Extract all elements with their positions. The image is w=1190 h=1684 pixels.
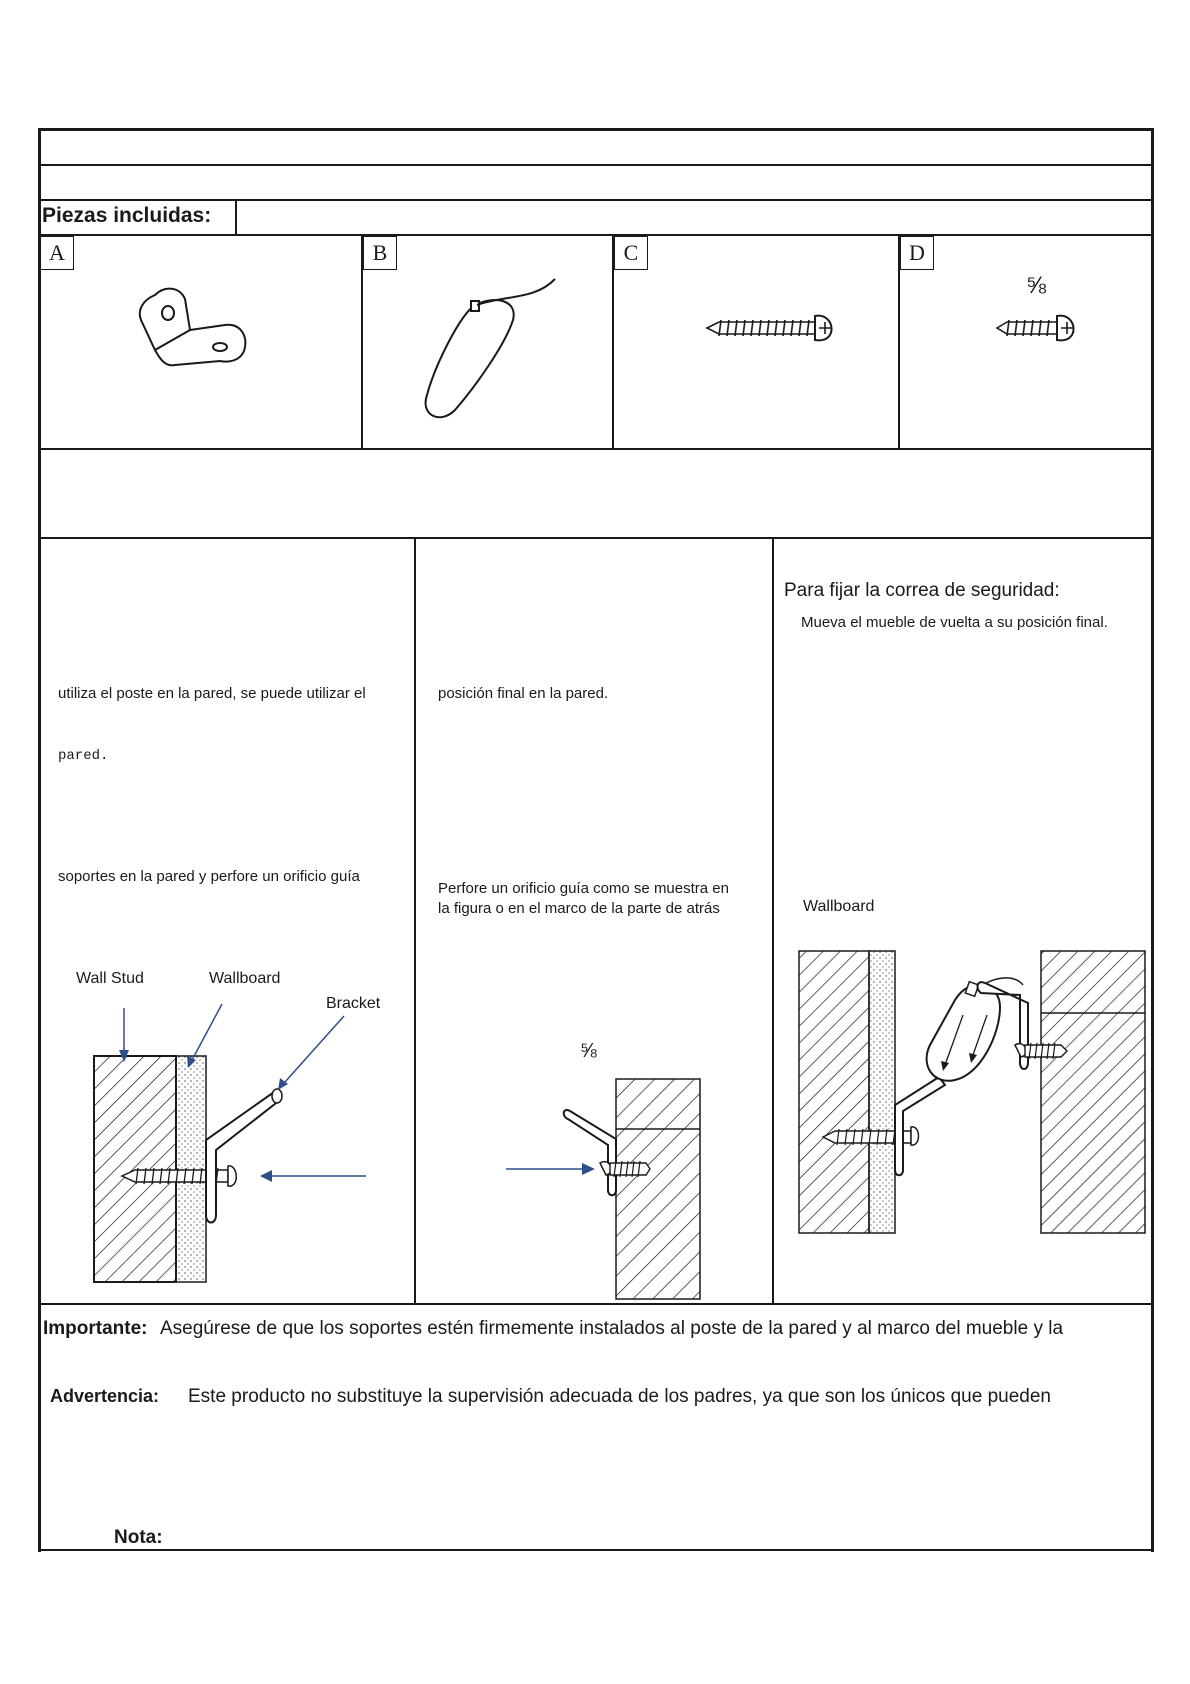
- col1-text-3: soportes en la pared y perfore un orificio guía: [58, 868, 360, 885]
- part-label-c: C: [614, 236, 648, 270]
- fig1-label-wall-stud: Wall Stud: [76, 970, 144, 987]
- advertencia-text: Este producto no substituye la supervisión adecuada de los padres, ya que son los únicos que pueden: [188, 1386, 1051, 1407]
- advertencia-label: Advertencia:: [50, 1386, 160, 1406]
- part-label-a: A: [40, 236, 74, 270]
- fig1-label-wallboard: Wallboard: [209, 970, 281, 987]
- bracket-icon: [135, 285, 255, 390]
- col1-text-2: pared.: [58, 748, 109, 764]
- parts-heading: Piezas incluidas:: [42, 204, 212, 227]
- col1-text-1: utiliza el poste en la pared, se puede utilizar el: [58, 685, 366, 702]
- fig2-screw-size: ⅝: [580, 1040, 597, 1062]
- short-screw-icon: [995, 310, 1085, 346]
- col2-text-2: Perfore un orificio guía como se muestra en: [438, 880, 729, 897]
- fig3-label-wallboard: Wallboard: [803, 898, 875, 915]
- part-label-b: B: [363, 236, 397, 270]
- install-figure-1: [40, 990, 410, 1300]
- col2-text-1: posición final en la pared.: [438, 685, 609, 702]
- nota-label: Nota:: [114, 1527, 163, 1548]
- long-screw-icon: [705, 310, 845, 346]
- fig1-label-bracket: Bracket: [326, 995, 381, 1012]
- part-label-d: D: [900, 236, 934, 270]
- col3-title: Para fijar la correa de seguridad:: [784, 580, 1060, 601]
- importante-text: Asegúrese de que los soportes estén firmemente instalados al poste de la pared y al marco del mueble y la: [160, 1318, 1064, 1339]
- install-figure-3: [795, 945, 1150, 1235]
- safety-strap-icon: [415, 275, 575, 435]
- importante-label: Importante:: [43, 1318, 148, 1339]
- col3-text-1: Mueva el mueble de vuelta a su posición final.: [801, 614, 1108, 631]
- install-figure-2: [500, 1075, 710, 1305]
- col2-text-3: la figura o en el marco de la parte de atrás: [438, 900, 720, 917]
- part-d-size: ⅝: [1026, 272, 1047, 299]
